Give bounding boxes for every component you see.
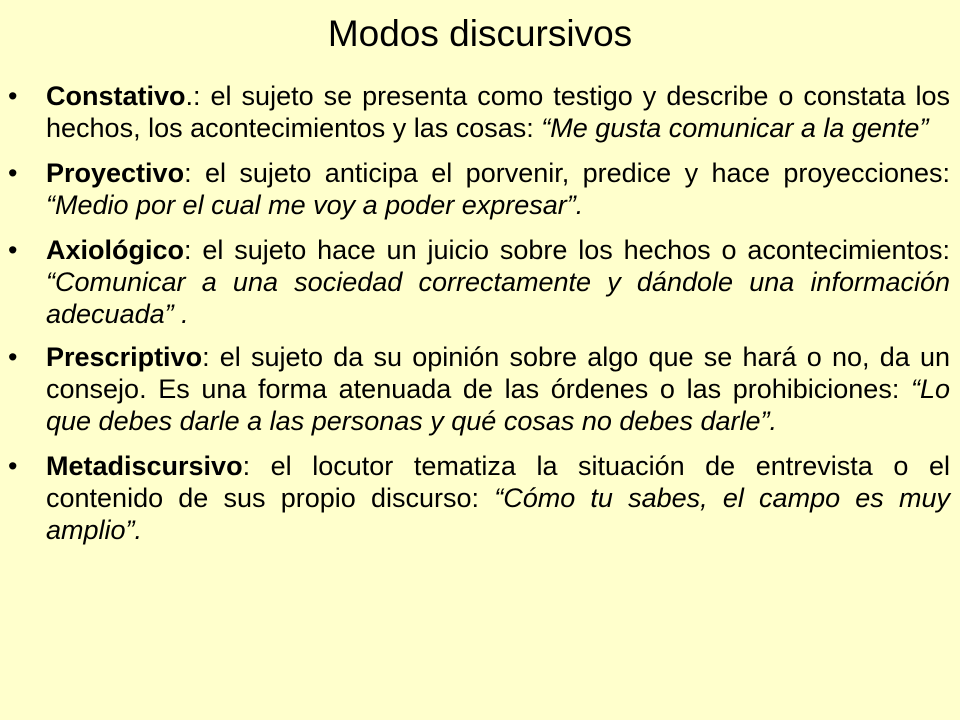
item-description: : el sujeto da su opinión sobre algo que se hará o no, da un consejo. Es una forma atenuada de las órdenes o las prohibiciones: [46,342,950,404]
bullet-icon: • [8,342,18,372]
item-quote: “Lo que debes darle a las personas y qué cosas no debes darle”. [46,374,950,436]
item-description: .: el sujeto se presenta como testigo y describe o constata los hechos, los acontecimientos y las cosas: [46,81,950,143]
item-quote: “Medio por el cual me voy a poder expresar”. [46,190,584,220]
item-term: Prescriptivo [46,342,203,372]
list-item-proyectivo [0,157,960,221]
bullet-list [0,80,960,559]
item-term: Proyectivo [46,158,185,188]
item-term: Constativo [46,81,186,111]
list-item-prescriptivo [0,341,960,437]
page-title: Modos discursivos [327,13,633,54]
bullet-icon: • [8,158,18,188]
item-description: : el sujeto anticipa el porvenir, predice y hace proyecciones: [184,158,950,188]
item-term: Metadiscursivo [46,451,243,481]
bullet-icon: • [8,451,18,481]
item-description: : el sujeto hace un juicio sobre los hechos o acontecimientos: [184,235,950,265]
item-quote: “Me gusta comunicar a la gente” [541,113,929,143]
list-item-axiologico [0,234,960,330]
item-quote: “Comunicar a una sociedad correctamente y dándole una información adecuada” . [46,267,950,329]
item-description: : el locutor tematiza la situación de entrevista o el contenido de sus propio discurso: [46,451,950,513]
list-item-constativo [0,80,960,144]
bullet-icon: • [8,81,18,111]
item-term: Axiológico [46,235,185,265]
item-quote: “Cómo tu sabes, el campo es muy amplio”. [46,483,951,545]
list-item-metadiscursivo [0,450,960,546]
bullet-icon: • [8,235,18,265]
